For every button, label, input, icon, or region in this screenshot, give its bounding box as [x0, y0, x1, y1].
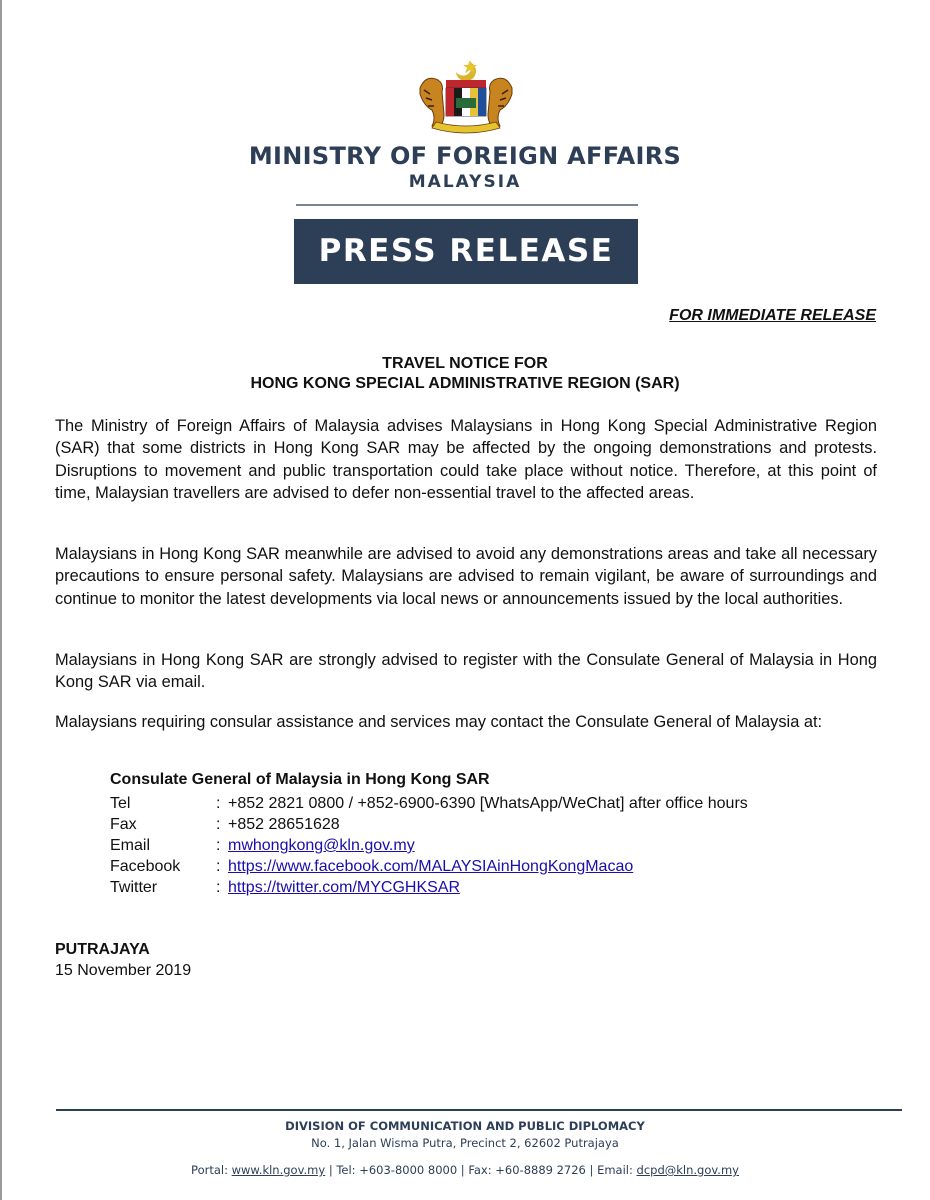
- header-divider: [296, 204, 638, 206]
- footer-tel: Tel: +603-8000 8000: [336, 1163, 458, 1177]
- contact-label: Facebook: [110, 858, 181, 875]
- footer-divider: [56, 1109, 902, 1111]
- ministry-title: MINISTRY OF FOREIGN AFFAIRS: [248, 142, 682, 170]
- contact-separator: :: [216, 837, 221, 854]
- release-tag: FOR IMMEDIATE RELEASE: [669, 307, 876, 324]
- portal-link[interactable]: www.kln.gov.my: [231, 1163, 326, 1177]
- footer-divider-glyph: |: [460, 1163, 465, 1177]
- notice-title-line2: HONG KONG SPECIAL ADMINISTRATIVE REGION (SAR): [250, 375, 680, 392]
- press-release-banner: PRESS RELEASE: [294, 219, 638, 284]
- malaysia-coat-of-arms-icon: [412, 58, 520, 138]
- contact-label: Tel: [110, 795, 131, 812]
- facebook-link[interactable]: https://www.facebook.com/MALAYSIAinHongKongMacao: [228, 858, 634, 875]
- contact-separator: :: [216, 795, 221, 812]
- contact-separator: :: [216, 858, 221, 875]
- contact-separator: :: [216, 879, 221, 896]
- contact-label: Fax: [110, 816, 137, 833]
- footer-divider-glyph: |: [328, 1163, 333, 1177]
- contact-label: Twitter: [110, 879, 158, 896]
- paragraph-2: Malaysians in Hong Kong SAR meanwhile are advised to avoid any demonstrations areas and take all necessary precautions to ensure personal safety. Malaysians are advised to remain vigilant, be aware of surroundings and continue to monitor the latest developments via local news or announcements issued by the local authorities.: [55, 545, 877, 608]
- email-label: Email:: [597, 1163, 633, 1177]
- contact-label: Email: [110, 837, 151, 854]
- paragraph-4: Malaysians requiring consular assistance and services may contact the Consulate General of Malaysia at:: [55, 713, 823, 731]
- footer-fax: Fax: +60-8889 2726: [468, 1163, 586, 1177]
- footer-division: DIVISION OF COMMUNICATION AND PUBLIC DIPLOMACY: [285, 1119, 645, 1133]
- contact-separator: :: [216, 816, 221, 833]
- footer-email-link[interactable]: dcpd@kln.gov.my: [636, 1163, 739, 1177]
- signoff-date: 15 November 2019: [55, 962, 192, 979]
- footer-divider-glyph: |: [589, 1163, 594, 1177]
- portal-label: Portal:: [191, 1163, 228, 1177]
- consulate-heading: Consulate General of Malaysia in Hong Kong SAR: [110, 771, 490, 788]
- footer-contacts: [0, 1163, 930, 1177]
- footer-address: No. 1, Jalan Wisma Putra, Precinct 2, 62602 Putrajaya: [311, 1136, 619, 1150]
- notice-title-line1: TRAVEL NOTICE FOR: [382, 355, 548, 372]
- signoff-place: PUTRAJAYA: [55, 941, 150, 958]
- paragraph-3: Malaysians in Hong Kong SAR are strongly advised to register with the Consulate General of Malaysia in Hong Kong SAR via email.: [55, 651, 877, 692]
- tel-value: +852 2821 0800 / +852-6900-6390 [WhatsApp/WeChat] after office hours: [228, 795, 748, 812]
- ministry-country: MALAYSIA: [408, 172, 522, 192]
- email-link[interactable]: mwhongkong@kln.gov.my: [228, 837, 415, 854]
- paragraph-1: The Ministry of Foreign Affairs of Malaysia advises Malaysians in Hong Kong Special Administrative Region (SAR) that some districts in Hong Kong SAR may be affected by the ongoing demonstrations and protests. Disruptions to movement and public transportation could take place without notice. Therefore, at this point of time, Malaysian travellers are advised to defer non-essential travel to the affected areas.: [55, 417, 877, 502]
- fax-value: +852 28651628: [228, 816, 340, 833]
- twitter-link[interactable]: https://twitter.com/MYCGHKSAR: [228, 879, 461, 896]
